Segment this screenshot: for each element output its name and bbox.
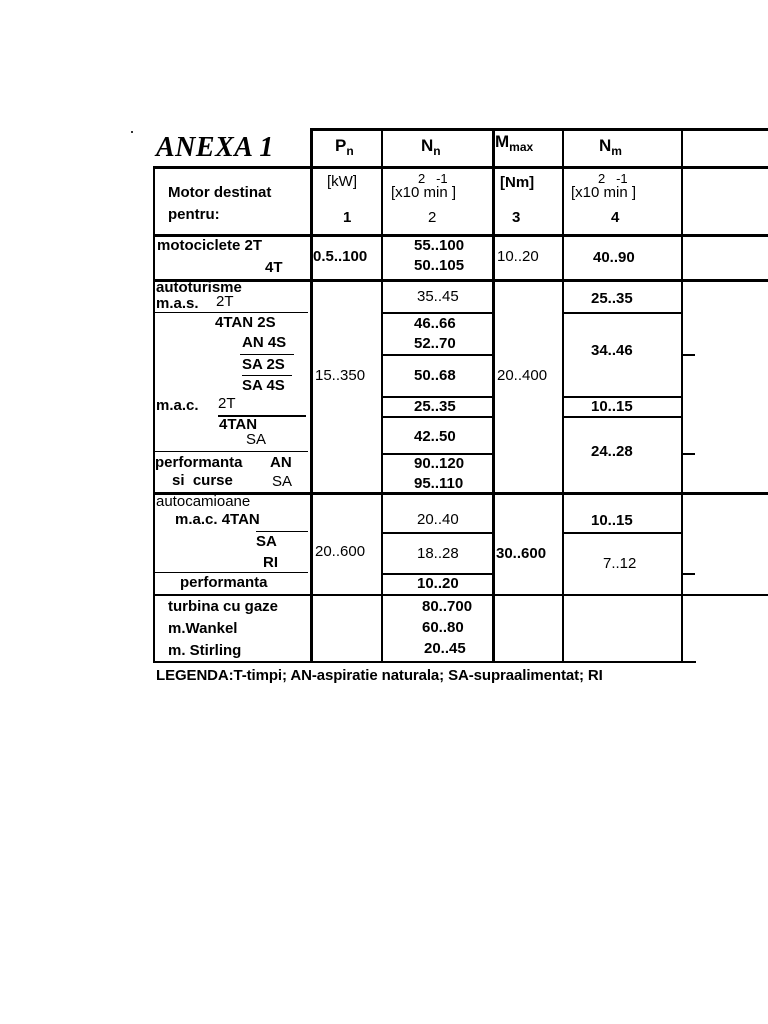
value-autoturisme-mmax: 20..400 <box>497 367 548 384</box>
label-mac: m.a.c. <box>156 397 199 414</box>
value-motociclete-mmax: 10..20 <box>497 248 539 265</box>
unit-nn: [x10 min ] <box>391 184 457 201</box>
label-performanta-an: AN <box>270 454 292 471</box>
legend-text: LEGENDA:T-timpi; AN-aspiratie naturala; SA-supraalimentat; RI <box>156 667 603 684</box>
unit-nm-exponent: 2 -1 <box>598 171 628 186</box>
label-mas-2t: 2T <box>216 293 234 310</box>
value-autocamioane-nn-4tan: 20..40 <box>417 511 459 528</box>
label-mac-sa: SA <box>246 431 267 448</box>
label-si-curse-sa: SA <box>272 473 293 490</box>
label-m-stirling: m. Stirling <box>168 642 242 659</box>
label-mac-2t: 2T <box>218 395 236 412</box>
label-autocamioane-ri: RI <box>263 554 278 571</box>
value-wankel-nn: 60..80 <box>422 619 464 636</box>
label-mas: m.a.s. <box>156 295 199 312</box>
value-autoturisme-nn-mas-2t: 35..45 <box>417 288 459 305</box>
value-autoturisme-pn: 15..350 <box>315 367 366 384</box>
label-turbina-cu-gaze: turbina cu gaze <box>168 598 279 615</box>
unit-nn-exponent: 2 -1 <box>418 171 448 186</box>
header-symbol-pn: $P_n$ <box>335 136 354 158</box>
value-motociclete-pn: 0.5..100 <box>313 248 368 265</box>
header-symbol-mmax: $M_{max}$ <box>495 132 534 154</box>
value-autoturisme-nm-mac-4t: 24..28 <box>591 443 633 460</box>
value-autoturisme-nn-an-4s: 52..70 <box>414 335 456 352</box>
label-motociclete: motociclete 2T <box>157 237 263 254</box>
label-mas-an-4s: AN 4S <box>242 334 287 351</box>
label-m-wankel: m.Wankel <box>168 620 238 637</box>
label-autocamioane-mac-4tan: m.a.c. 4TAN <box>175 511 260 528</box>
header-symbol-nm: $N_m$ <box>599 136 622 158</box>
value-autocamioane-nm-4tan: 10..15 <box>591 512 633 529</box>
header-symbol-nn: $N_n$ <box>421 136 441 158</box>
unit-pn: [kW] <box>327 173 357 190</box>
annex-title: ANEXA 1 <box>156 132 274 163</box>
value-autoturisme-nn-mac-2t: 25..35 <box>414 398 456 415</box>
row-label-motor-destinat: Motor destinat <box>168 184 272 201</box>
value-autoturisme-nm-mas-4t: 34..46 <box>591 342 633 359</box>
unit-nm: [x10 min ] <box>571 184 637 201</box>
value-autoturisme-nn-4tan-2s: 46..66 <box>414 315 456 332</box>
value-autoturisme-nn-curse-sa: 95..110 <box>414 475 464 492</box>
scan-speck <box>131 131 133 133</box>
row-label-pentru: pentru: <box>168 206 220 223</box>
label-performanta: performanta <box>155 454 243 471</box>
label-autoturisme: autoturisme <box>156 279 242 296</box>
value-autoturisme-nn-sa: 50..68 <box>414 367 456 384</box>
label-mac-4tan: 4TAN <box>219 416 258 433</box>
value-motociclete-nn-2t: 55..100 <box>414 237 465 254</box>
value-autocamioane-nm-sa-ri: 7..12 <box>603 555 637 572</box>
value-autoturisme-nm-mac-2t: 10..15 <box>591 398 633 415</box>
value-autoturisme-nn-perf-an: 90..120 <box>414 455 465 472</box>
label-motociclete-4t: 4T <box>265 259 283 276</box>
label-si-curse: si curse <box>172 472 233 489</box>
label-mas-4tan-2s: 4TAN 2S <box>215 314 276 331</box>
label-autocamioane: autocamioane <box>156 493 251 510</box>
unit-mmax: [Nm] <box>500 174 535 191</box>
label-mas-sa-4s: SA 4S <box>242 377 285 394</box>
value-autoturisme-nm-mas-2t: 25..35 <box>591 290 633 307</box>
column-number-4: 4 <box>611 209 620 226</box>
label-mas-sa-2s: SA 2S <box>242 356 285 373</box>
value-autocamioane-nn-sa-ri: 18..28 <box>417 545 459 562</box>
value-motociclete-nn-4t: 50..105 <box>414 257 465 274</box>
value-turbina-nn: 80..700 <box>422 598 473 615</box>
value-autoturisme-nn-mac-4tan: 42..50 <box>414 428 456 445</box>
value-autocamioane-mmax: 30..600 <box>496 545 547 562</box>
value-autocamioane-nn-perf: 10..20 <box>417 575 459 592</box>
column-number-3: 3 <box>512 209 521 226</box>
label-autocamioane-sa: SA <box>256 533 277 550</box>
column-number-1: 1 <box>343 209 352 226</box>
value-motociclete-nm: 40..90 <box>593 249 635 266</box>
value-autocamioane-pn: 20..600 <box>315 543 366 560</box>
column-number-2: 2 <box>428 209 437 226</box>
value-stirling-nn: 20..45 <box>424 640 466 657</box>
label-autocamioane-performanta: performanta <box>180 574 268 591</box>
